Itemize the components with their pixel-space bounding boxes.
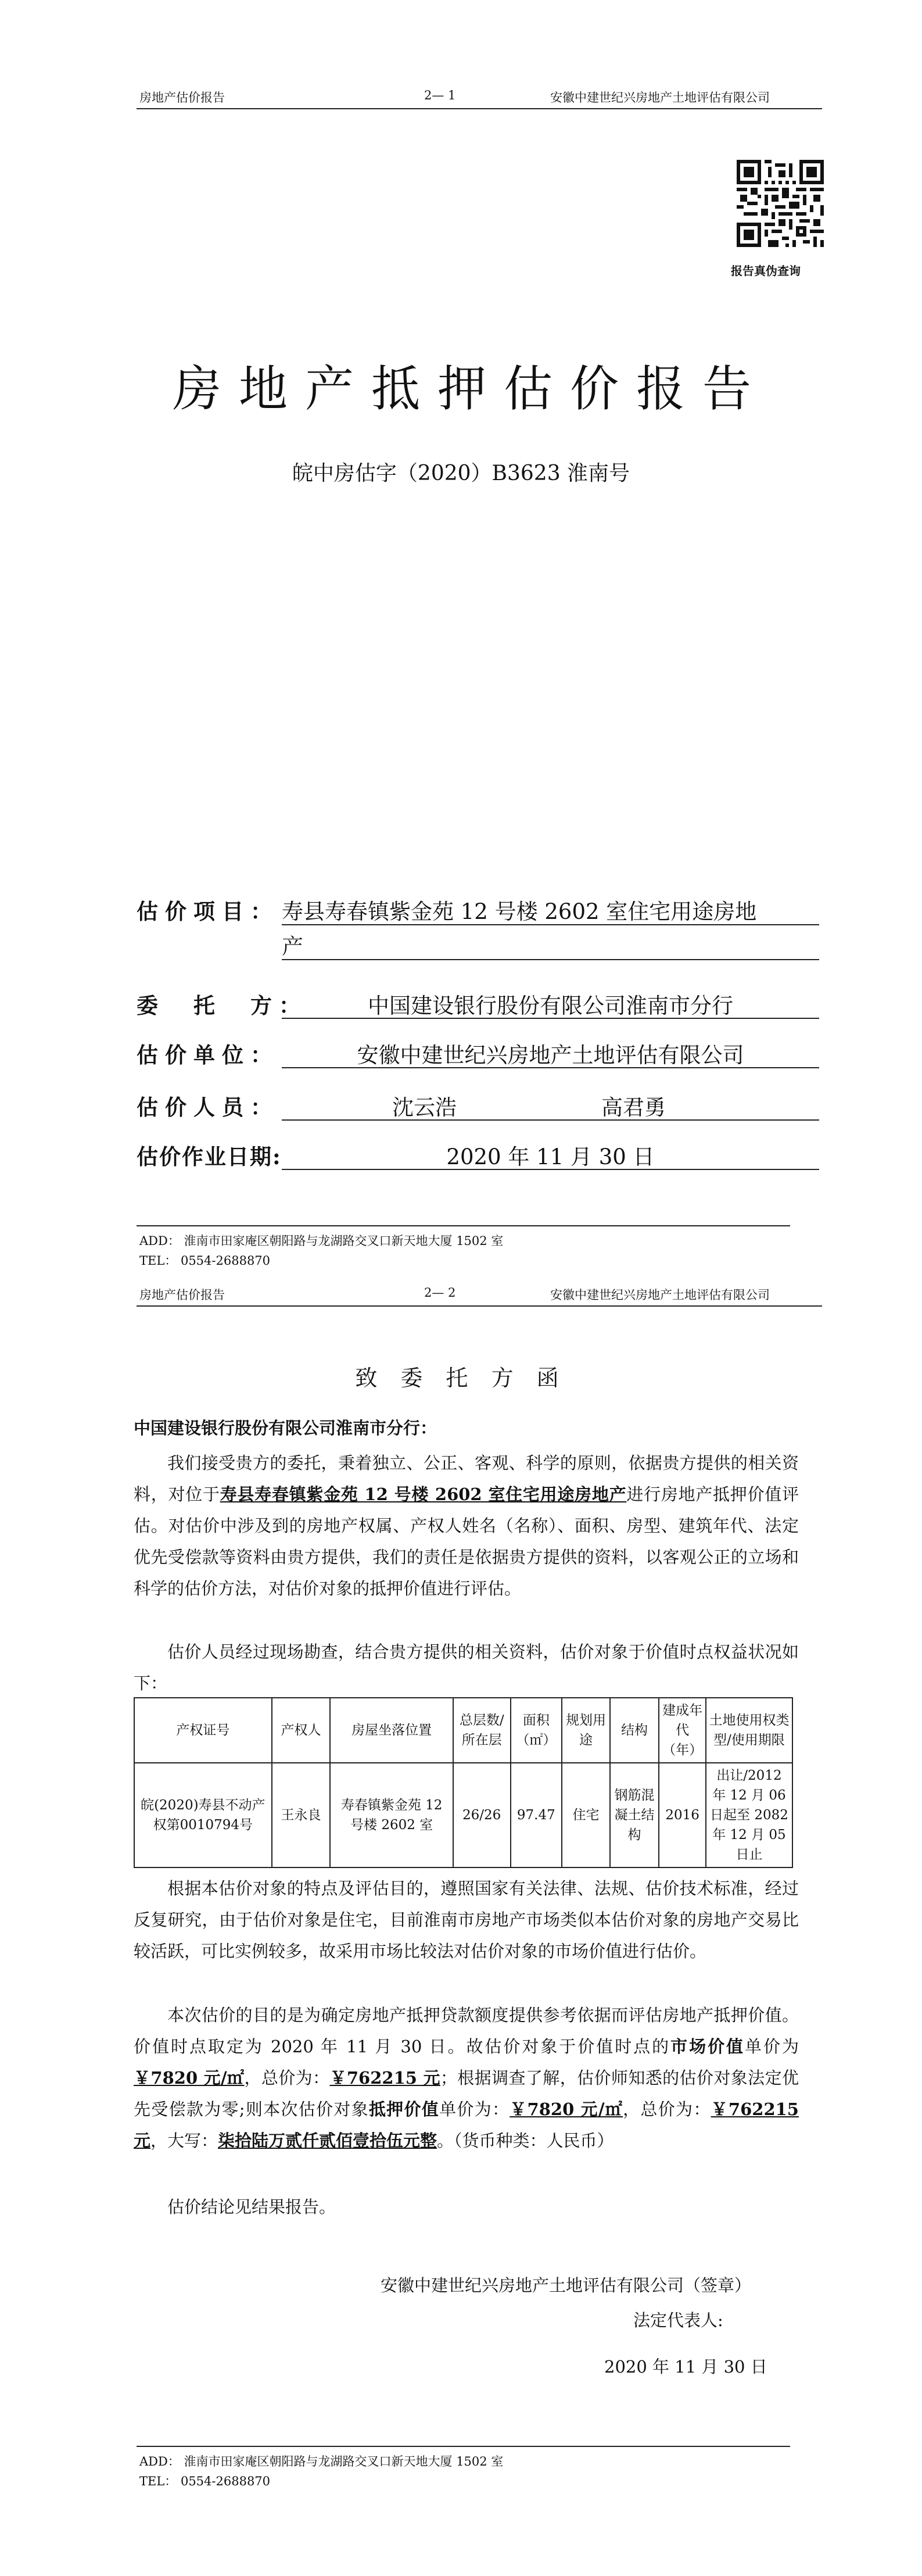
signature-legal-rep: 法定代表人: <box>633 2310 723 2330</box>
page2-footer-tel: TEL： 0554-2688870 <box>139 2474 271 2488</box>
field-staff-label: 估价人员： <box>137 1094 279 1120</box>
page2-header-page-number: 2— 2 <box>424 1286 456 1300</box>
property-rights-table <box>134 1697 793 1868</box>
field-unit-value: 安徽中建世纪兴房地产土地评估有限公司 <box>357 1043 744 1068</box>
letter-paragraph-4 <box>134 1999 799 2156</box>
field-date <box>137 1139 822 1168</box>
page1-header-page-number: 2— 1 <box>424 88 456 102</box>
table-cell-structure: 钢筋混凝土结构 <box>610 1763 659 1867</box>
para4-text: ，总价为： <box>623 2099 711 2119</box>
letter-salutation: 中国建设银行股份有限公司淮南市分行： <box>134 1418 437 1438</box>
para4-text: 。（货币种类：人民币） <box>437 2131 614 2151</box>
page2-header-right: 安徽中建世纪兴房地产土地评估有限公司 <box>550 1288 770 1302</box>
field-project-label: 估价项目： <box>137 899 279 924</box>
letter-title: 致 委 托 方 函 <box>355 1365 567 1391</box>
page2-footer-rule <box>137 2446 790 2447</box>
para4-text: 单价为 <box>745 2037 799 2056</box>
field-project <box>137 894 822 958</box>
table-header-cell: 建成年代（年） <box>659 1698 706 1763</box>
table-header-cell: 产权人 <box>272 1698 331 1763</box>
letter-paragraph-5: 估价结论见结果报告。 <box>167 2197 336 2217</box>
qr-caption: 报告真伪查询 <box>731 264 801 278</box>
field-unit-label: 估价单位： <box>137 1042 279 1068</box>
field-unit <box>137 1037 822 1067</box>
field-client <box>137 988 822 1017</box>
para4-text: ，大写： <box>150 2131 218 2151</box>
table-header-cell: 结构 <box>610 1698 659 1763</box>
field-staff-1: 沈云浩 <box>392 1095 457 1120</box>
para4-text: ；根据调查了解，估价师知悉的估价对象法定优先受偿款为零;则本次估价对象 <box>134 2068 799 2119</box>
signature-company: 安徽中建世纪兴房地产土地评估有限公司（签章） <box>381 2276 752 2295</box>
table-row <box>134 1763 792 1867</box>
table-header-cell: 总层数/所在层 <box>453 1698 511 1763</box>
market-total-price: ￥762215 元 <box>329 2068 440 2088</box>
table-cell-use: 住宅 <box>562 1763 610 1867</box>
table-cell-year: 2016 <box>659 1763 706 1867</box>
table-cell-area: 97.47 <box>511 1763 562 1867</box>
table-cell-cert-no: 皖(2020)寿县不动产权第0010794号 <box>134 1763 272 1867</box>
table-cell-land-right: 出让/2012 年 12 月 06 日起至 2082 年 12 月 05 日止 <box>706 1763 792 1867</box>
page2-header-rule <box>137 1305 822 1307</box>
para4-text: 本次估价的目的是为确定房地产抵押贷款额度提供参考依据而评估房地产抵押价值。价值时点取定为 2020 年 11 月 30 日。故估价对象于价值时点的 <box>134 2005 799 2056</box>
page2-header-left: 房地产估价报告 <box>139 1288 225 1302</box>
table-cell-owner: 王永良 <box>272 1763 331 1867</box>
table-header-cell: 产权证号 <box>134 1698 272 1763</box>
field-project-value-line2: 产 <box>282 934 303 959</box>
table-header-cell: 规划用途 <box>562 1698 610 1763</box>
page1-header-left: 房地产估价报告 <box>139 91 225 105</box>
page1-footer-rule <box>137 1225 790 1226</box>
staff-underline <box>282 1119 819 1121</box>
report-title: 房地产抵押估价报告 <box>172 360 769 417</box>
table-header-cell: 面积（㎡） <box>511 1698 562 1763</box>
field-staff-2: 高君勇 <box>601 1095 666 1120</box>
para1-text-c: 进行房地产抵押价值评估。对估价中涉及到的房地产权属、产权人姓名（名称）、面积、房型、建筑年代、法定优先受偿款等资料由贵方提供，我们的责任是依据贵方提供的资料，以客观公正的立场和科学的估价方法，对估价对象的抵押价值进行评估。 <box>134 1484 799 1598</box>
field-date-label: 估价作业日期: <box>137 1144 282 1169</box>
project-underline-2 <box>282 959 819 960</box>
page2-footer-address: ADD： 淮南市田家庵区朝阳路与龙湖路交叉口新天地大厦 1502 室 <box>139 2455 504 2468</box>
client-underline <box>282 1018 819 1019</box>
mortgage-unit-price: ￥7820 元/㎡ <box>510 2099 623 2119</box>
mortgage-value-label: 抵押价值 <box>368 2099 440 2119</box>
letter-paragraph-2: 估价人员经过现场勘查，结合贵方提供的相关资料，估价对象于价值时点权益状况如下： <box>134 1642 799 1693</box>
para4-text: 单价为： <box>439 2099 510 2119</box>
letter-paragraph-3: 根据本估价对象的特点及评估目的，遵照国家有关法律、法规、估价技术标准，经过反复研究，由于估价对象是住宅，目前淮南市房地产市场类似本估价对象的房地产交易比较活跃，可比实例较多，故采用市场比较法对估价对象的市场价值进行估价。 <box>134 1879 799 1961</box>
para1-text-a: 我们接受贵方的委托，秉着独立、公正、客观、科学的原则，依据贵方提供的相关资料，对位于 <box>134 1453 799 1504</box>
mortgage-total-in-words: 柒拾陆万贰仟贰佰壹拾伍元整 <box>218 2131 437 2151</box>
table-header-cell: 土地使用权类型/使用期限 <box>706 1698 792 1763</box>
qr-code-icon[interactable] <box>737 160 824 247</box>
field-project-value-line1: 寿县寿春镇紫金苑 12 号楼 2602 室住宅用途房地 <box>282 899 757 924</box>
table-header-row <box>134 1698 792 1763</box>
para4-text: ，总价为： <box>244 2068 330 2088</box>
para1-property-address: 寿县寿春镇紫金苑 12 号楼 2602 室住宅用途房地产 <box>220 1484 627 1504</box>
signature-date: 2020 年 11 月 30 日 <box>604 2357 767 2377</box>
mortgage-total-price: ￥762215 元 <box>134 2099 799 2151</box>
table-cell-location: 寿春镇紫金苑 12 号楼 2602 室 <box>330 1763 453 1867</box>
field-staff <box>137 1090 822 1119</box>
field-date-value: 2020 年 11 月 30 日 <box>446 1144 655 1169</box>
table-header-cell: 房屋坐落位置 <box>330 1698 453 1763</box>
page1-footer-address: ADD： 淮南市田家庵区朝阳路与龙湖路交叉口新天地大厦 1502 室 <box>139 1234 504 1248</box>
market-unit-price: ￥7820 元/㎡ <box>134 2068 245 2088</box>
letter-paragraph-1 <box>134 1447 799 1604</box>
market-value-label: 市场价值 <box>670 2037 745 2056</box>
page1-header-right: 安徽中建世纪兴房地产土地评估有限公司 <box>550 91 770 105</box>
date-underline <box>282 1169 819 1170</box>
project-underline-1 <box>282 924 819 925</box>
page1-footer-tel: TEL： 0554-2688870 <box>139 1254 271 1268</box>
field-client-label: 委 托 方： <box>137 993 307 1018</box>
table-cell-floors: 26/26 <box>453 1763 511 1867</box>
field-client-value: 中国建设银行股份有限公司淮南市分行 <box>368 993 733 1018</box>
document-number: 皖中房估字（2020）B3623 淮南号 <box>292 461 630 485</box>
unit-underline <box>282 1067 819 1068</box>
page1-header-rule <box>137 108 822 109</box>
